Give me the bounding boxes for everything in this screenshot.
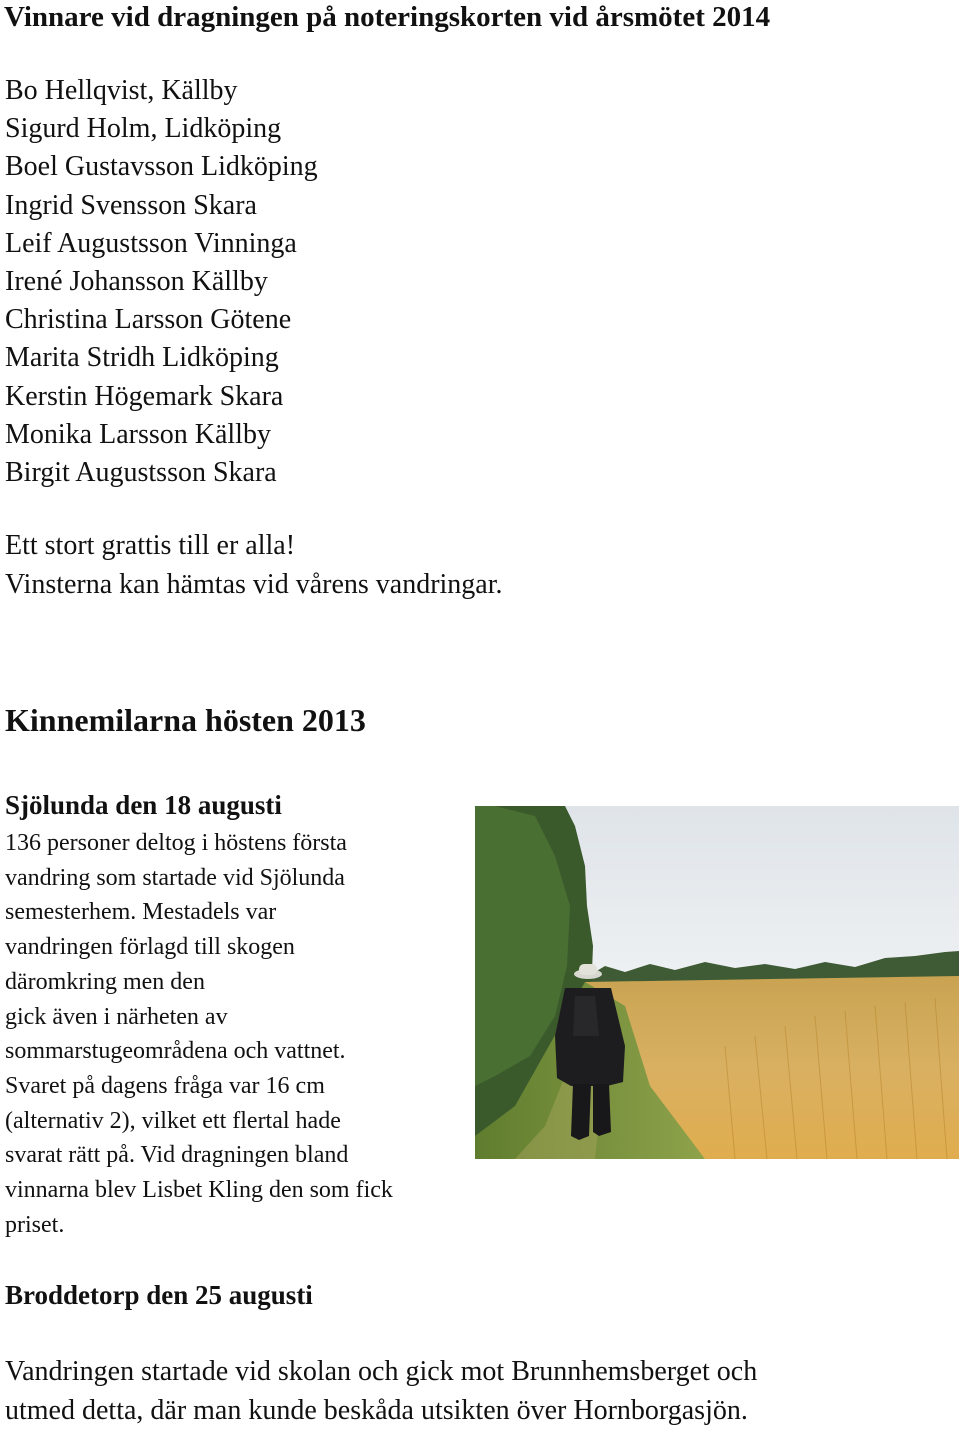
section-title: Kinnemilarna hösten 2013 [5, 702, 366, 738]
text-line: däromkring men den [5, 968, 205, 995]
list-item: Monika Larsson Källby [5, 418, 271, 450]
list-item: Irené Johansson Källby [5, 266, 268, 298]
list-item: Kerstin Högemark Skara [5, 380, 284, 412]
text-line: Vandringen startade vid skolan och gick mot Brunnhemsberget och [5, 1356, 758, 1387]
congrats-paragraph [5, 527, 503, 604]
event1-title: Sjölunda den 18 augusti [5, 790, 282, 820]
list-item: Sigurd Holm, Lidköping [5, 113, 282, 145]
text-line: vandring som startade vid Sjölunda [5, 864, 345, 891]
list-item: Ingrid Svensson Skara [5, 189, 257, 221]
text-line: vinnarna blev Lisbet Kling den som fick [5, 1177, 393, 1204]
list-item: Marita Stridh Lidköping [5, 342, 279, 374]
list-item: Boel Gustavsson Lidköping [5, 151, 318, 183]
text-line: utmed detta, där man kunde beskåda utsikten över Hornborgasjön. [5, 1394, 748, 1426]
list-item: Bo Hellqvist, Källby [5, 75, 238, 106]
event2-title: Broddetorp den 25 augusti [5, 1280, 313, 1310]
congrats-line: Ett stort grattis till er alla! [5, 530, 296, 561]
event2-paragraph [5, 1353, 757, 1430]
text-line: 136 personer deltog i höstens första [5, 830, 347, 856]
congrats-line: Vinsterna kan hämtas vid vårens vandringar. [5, 568, 503, 600]
event1-paragraph [5, 826, 475, 1242]
text-line: (alternativ 2), vilket ett flertal hade [5, 1107, 341, 1134]
winners-heading: Vinnare vid dragningen på noteringskorten vid årsmötet 2014 [4, 1, 771, 33]
winners-list [5, 72, 318, 492]
list-item: Birgit Augustsson Skara [5, 457, 277, 489]
text-line: semesterhem. Mestadels var [5, 899, 277, 926]
wheat-field-photo [475, 806, 959, 1159]
text-line: svarat rätt på. Vid dragningen bland [5, 1142, 349, 1169]
text-line: vandringen förlagd till skogen [5, 934, 295, 961]
text-line: gick även i närheten av [5, 1003, 228, 1030]
text-line: sommarstugeområdena och vattnet. [5, 1038, 346, 1065]
text-line: Svaret på dagens fråga var 16 cm [5, 1072, 325, 1099]
list-item: Leif Augustsson Vinninga [5, 227, 297, 259]
text-line: priset. [5, 1211, 65, 1238]
list-item: Christina Larsson Götene [5, 304, 292, 336]
